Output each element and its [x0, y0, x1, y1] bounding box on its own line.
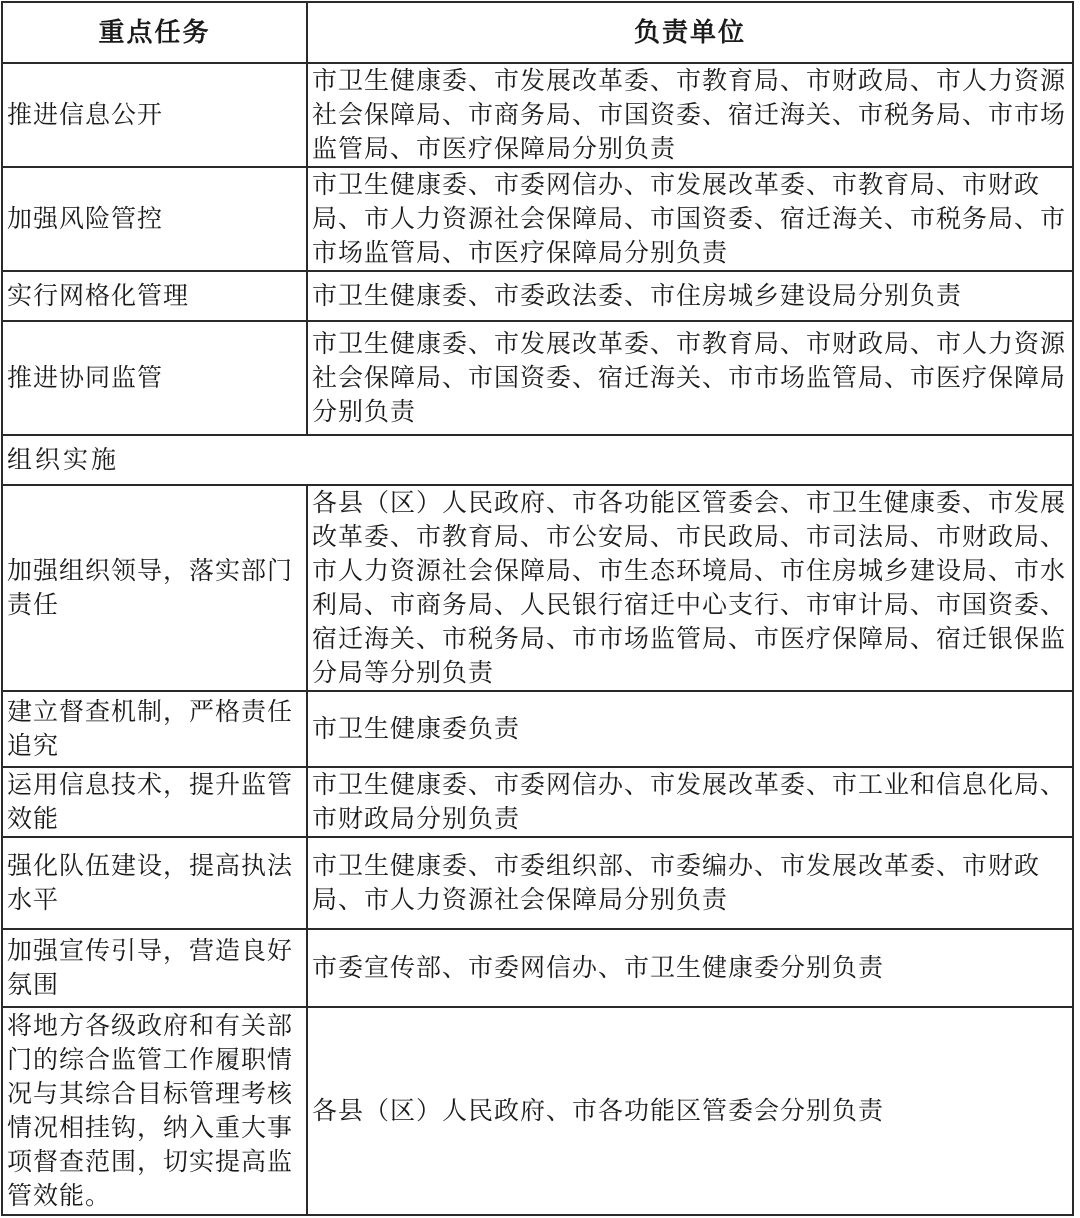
task-cell: 实行网格化管理: [2, 271, 307, 321]
unit-cell: 市卫生健康委、市委组织部、市委编办、市发展改革委、市财政局、市人力资源社会保障局分别负责: [307, 837, 1073, 929]
table-row: [2, 321, 1073, 435]
task-cell: 加强风险管控: [2, 167, 307, 271]
unit-cell: 市卫生健康委负责: [307, 691, 1073, 767]
task-cell: 将地方各级政府和有关部门的综合监管工作履职情况与其综合目标管理考核情况相挂钩，纳入重大事项督查范围，切实提高监管效能。: [2, 1007, 307, 1215]
task-cell: 强化队伍建设，提高执法水平: [2, 837, 307, 929]
unit-cell: 市委宣传部、市委网信办、市卫生健康委分别负责: [307, 929, 1073, 1007]
unit-cell: 各县（区）人民政府、市各功能区管委会分别负责: [307, 1007, 1073, 1215]
header-task: 重点任务: [2, 2, 307, 63]
unit-cell: 市卫生健康委、市委网信办、市发展改革委、市工业和信息化局、市财政局分别负责: [307, 767, 1073, 837]
section-title: 组织实施: [2, 435, 1073, 485]
table-row: [2, 767, 1073, 837]
table-row: [2, 271, 1073, 321]
table-header-row: [2, 2, 1073, 63]
unit-cell: 市卫生健康委、市发展改革委、市教育局、市财政局、市人力资源社会保障局、市商务局、市国资委、宿迁海关、市税务局、市市场监管局、市医疗保障局分别负责: [307, 63, 1073, 167]
unit-cell: 市卫生健康委、市委政法委、市住房城乡建设局分别负责: [307, 271, 1073, 321]
section-row: [2, 435, 1073, 485]
table-row: [2, 1007, 1073, 1215]
unit-cell: 市卫生健康委、市委网信办、市发展改革委、市教育局、市财政局、市人力资源社会保障局、市国资委、宿迁海关、市税务局、市市场监管局、市医疗保障局分别负责: [307, 167, 1073, 271]
task-cell: 建立督查机制，严格责任追究: [2, 691, 307, 767]
table-row: [2, 929, 1073, 1007]
table-row: [2, 167, 1073, 271]
table-row: [2, 837, 1073, 929]
task-cell: 加强组织领导，落实部门责任: [2, 485, 307, 691]
task-cell: 推进信息公开: [2, 63, 307, 167]
task-cell: 运用信息技术，提升监管效能: [2, 767, 307, 837]
table-row: [2, 691, 1073, 767]
header-unit: 负责单位: [307, 2, 1073, 63]
responsibility-table: [1, 1, 1074, 1216]
task-cell: 推进协同监管: [2, 321, 307, 435]
unit-cell: 各县（区）人民政府、市各功能区管委会、市卫生健康委、市发展改革委、市教育局、市公安局、市民政局、市司法局、市财政局、市人力资源社会保障局、市生态环境局、市住房城乡建设局、市水利局、市商务局、人民银行宿迁中心支行、市审计局、市国资委、宿迁海关、市税务局、市市场监管局、市医疗保障局、宿迁银保监分局等分别负责: [307, 485, 1073, 691]
table-row: [2, 485, 1073, 691]
task-cell: 加强宣传引导，营造良好氛围: [2, 929, 307, 1007]
unit-cell: 市卫生健康委、市发展改革委、市教育局、市财政局、市人力资源社会保障局、市国资委、宿迁海关、市市场监管局、市医疗保障局分别负责: [307, 321, 1073, 435]
table-row: [2, 63, 1073, 167]
